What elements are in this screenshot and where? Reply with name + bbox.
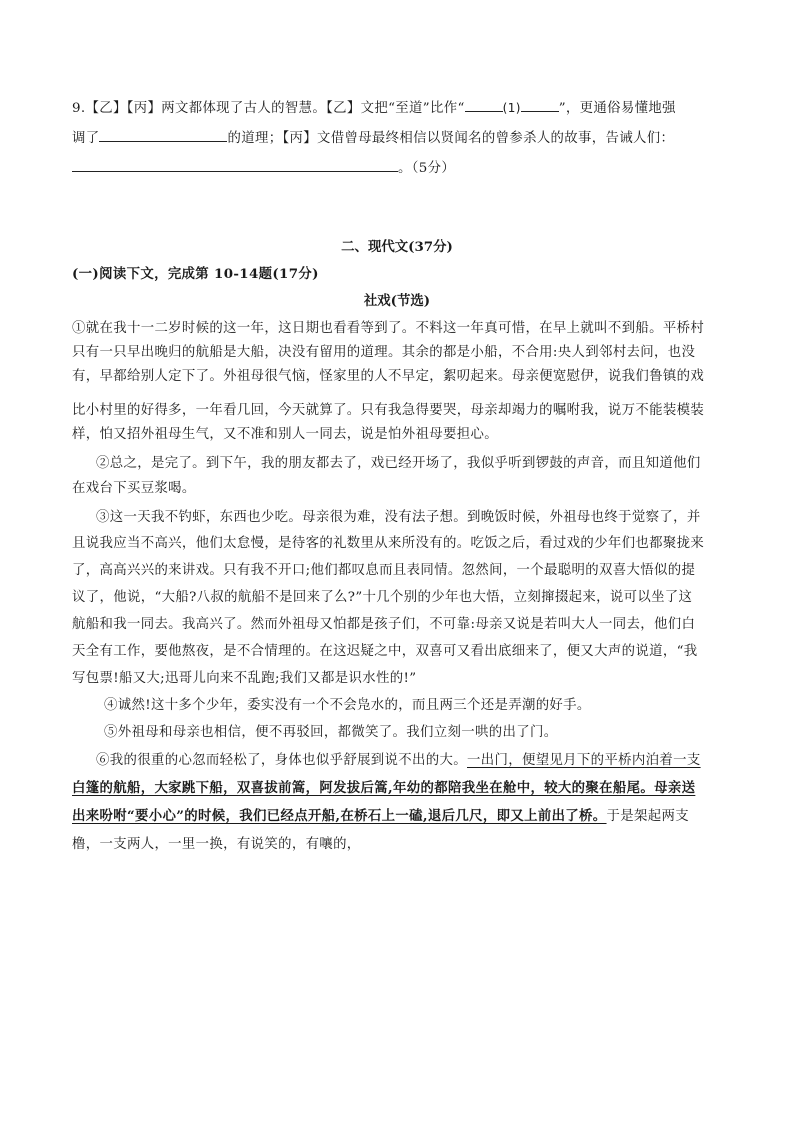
question-9-line-1 bbox=[72, 97, 676, 116]
subsection-title: (一)阅读下文，完成第 10-14题(17分) bbox=[72, 266, 319, 282]
question-9-text: 调了 bbox=[72, 131, 100, 146]
paragraph-line: ②总之，是完了。到下午，我的朋友都去了，戏已经开场了，我似乎听到锣鼓的声音，而且知道他们 bbox=[96, 456, 701, 471]
paragraph-line: 且说我应当不高兴，他们太怠慢，是待客的礼数里从来所没有的。吃饭之后，看过戏的少年们也都聚拢来 bbox=[72, 536, 705, 551]
section-title: 二、现代文(37分) bbox=[341, 239, 453, 255]
paragraph-line: 比小村里的好得多，一年看几回，今天就算了。只有我急得要哭，母亲却竭力的嘱咐我，说万不能装模装 bbox=[72, 403, 705, 418]
paragraph-line bbox=[96, 749, 701, 768]
question-9-line-2 bbox=[72, 127, 674, 146]
paragraph-line: 有，早都给别人定下了。外祖母很气恼，怪家里的人不早定，絮叨起来。母亲便宽慰伊，说我们鲁镇的戏 bbox=[72, 369, 705, 384]
paragraph-line: ①就在我十一二岁时候的这一年，这日期也看看等到了。不料这一年真可惜，在早上就叫不到船。平桥村 bbox=[72, 321, 705, 336]
article-title: 社戏(节选) bbox=[363, 293, 431, 309]
paragraph-text: 于是架起两支 bbox=[606, 809, 689, 824]
paragraph-line: 了，高高兴兴的来讲戏。只有我不开口;他们都叹息而且表同情。忽然间，一个最聪明的双喜大悟似的提 bbox=[72, 563, 696, 578]
answer-blank bbox=[72, 158, 398, 172]
paragraph-line: 只有一只早出晚归的航船是大船，决没有留用的道理。其余的都是小船，不合用:央人到邻村去问，也没 bbox=[72, 345, 696, 360]
answer-blank bbox=[465, 98, 503, 112]
underlined-text: 出来吩咐“要小心”的时候，我们已经点开船,在桥石上一磕,退后几尺，即又上前出了桥。 bbox=[72, 808, 607, 824]
question-9-text: 的道理；【丙】文借曾母最终相信以贤闻名的曾参杀人的故事，告诫人们： bbox=[227, 131, 675, 146]
paragraph-line: 议了，他说，“大船?八叔的航船不是回来了么?”十几个别的少年也大悟，立刻撺掇起来，说可以坐了这 bbox=[72, 590, 693, 605]
paragraph-line: 写包票!船又大;迅哥儿向来不乱跑;我们又都是识水性的!” bbox=[72, 671, 417, 686]
paragraph-line bbox=[72, 805, 689, 824]
question-9-text: 。（5分） bbox=[398, 161, 456, 176]
paragraph-line: ③这一天我不钓虾，东西也少吃。母亲很为难，没有法子想。到晚饭时候，外祖母也终于觉察了，并 bbox=[96, 510, 701, 525]
paragraph-line: 在戏台下买豆浆喝。 bbox=[72, 481, 196, 496]
paragraph-line: 航船和我一同去。我高兴了。然而外祖母又怕都是孩子们，不可靠:母亲又说是若叫大人一同去，他们白 bbox=[72, 617, 696, 632]
paragraph-text: ⑥我的很重的心忽而轻松了，身体也似乎舒展到说不出的大。 bbox=[96, 753, 467, 768]
paragraph-line: ④诚然!这十多个少年，委实没有一个不会凫水的，而且两三个还是弄潮的好手。 bbox=[104, 698, 591, 713]
question-9-line-3 bbox=[72, 157, 455, 176]
paragraph-line: 橹，一支两人，一里一换，有说笑的，有嚷的， bbox=[72, 837, 361, 852]
question-9-text: ”，更通俗易懂地强 bbox=[558, 101, 676, 116]
blank-marker: (1) bbox=[502, 101, 521, 115]
paragraph-line: ⑤外祖母和母亲也相信，便不再驳回，都微笑了。我们立刻一哄的出了门。 bbox=[104, 725, 558, 740]
answer-blank bbox=[521, 98, 559, 112]
paragraph-line: 样，怕又招外祖母生气，又不准和别人一同去，说是怕外祖母要担心。 bbox=[72, 427, 498, 442]
answer-blank bbox=[99, 128, 227, 142]
question-9-text: 9.【乙】【丙】两文都体现了古人的智慧。【乙】文把“至道”比作“ bbox=[72, 101, 465, 116]
underlined-text: 一出门，便望见月下的平桥内泊着一支 bbox=[467, 753, 701, 768]
underlined-paragraph-line: 白篷的航船，大家跳下船，双喜拔前篙，阿发拔后篙,年幼的都陪我坐在舱中，较大的聚在船尾。母亲送 bbox=[72, 780, 696, 796]
paragraph-line: 天全有工作，要他熬夜，是不合情理的。在这迟疑之中，双喜可又看出底细来了，便又大声的说道，“我 bbox=[72, 644, 698, 659]
